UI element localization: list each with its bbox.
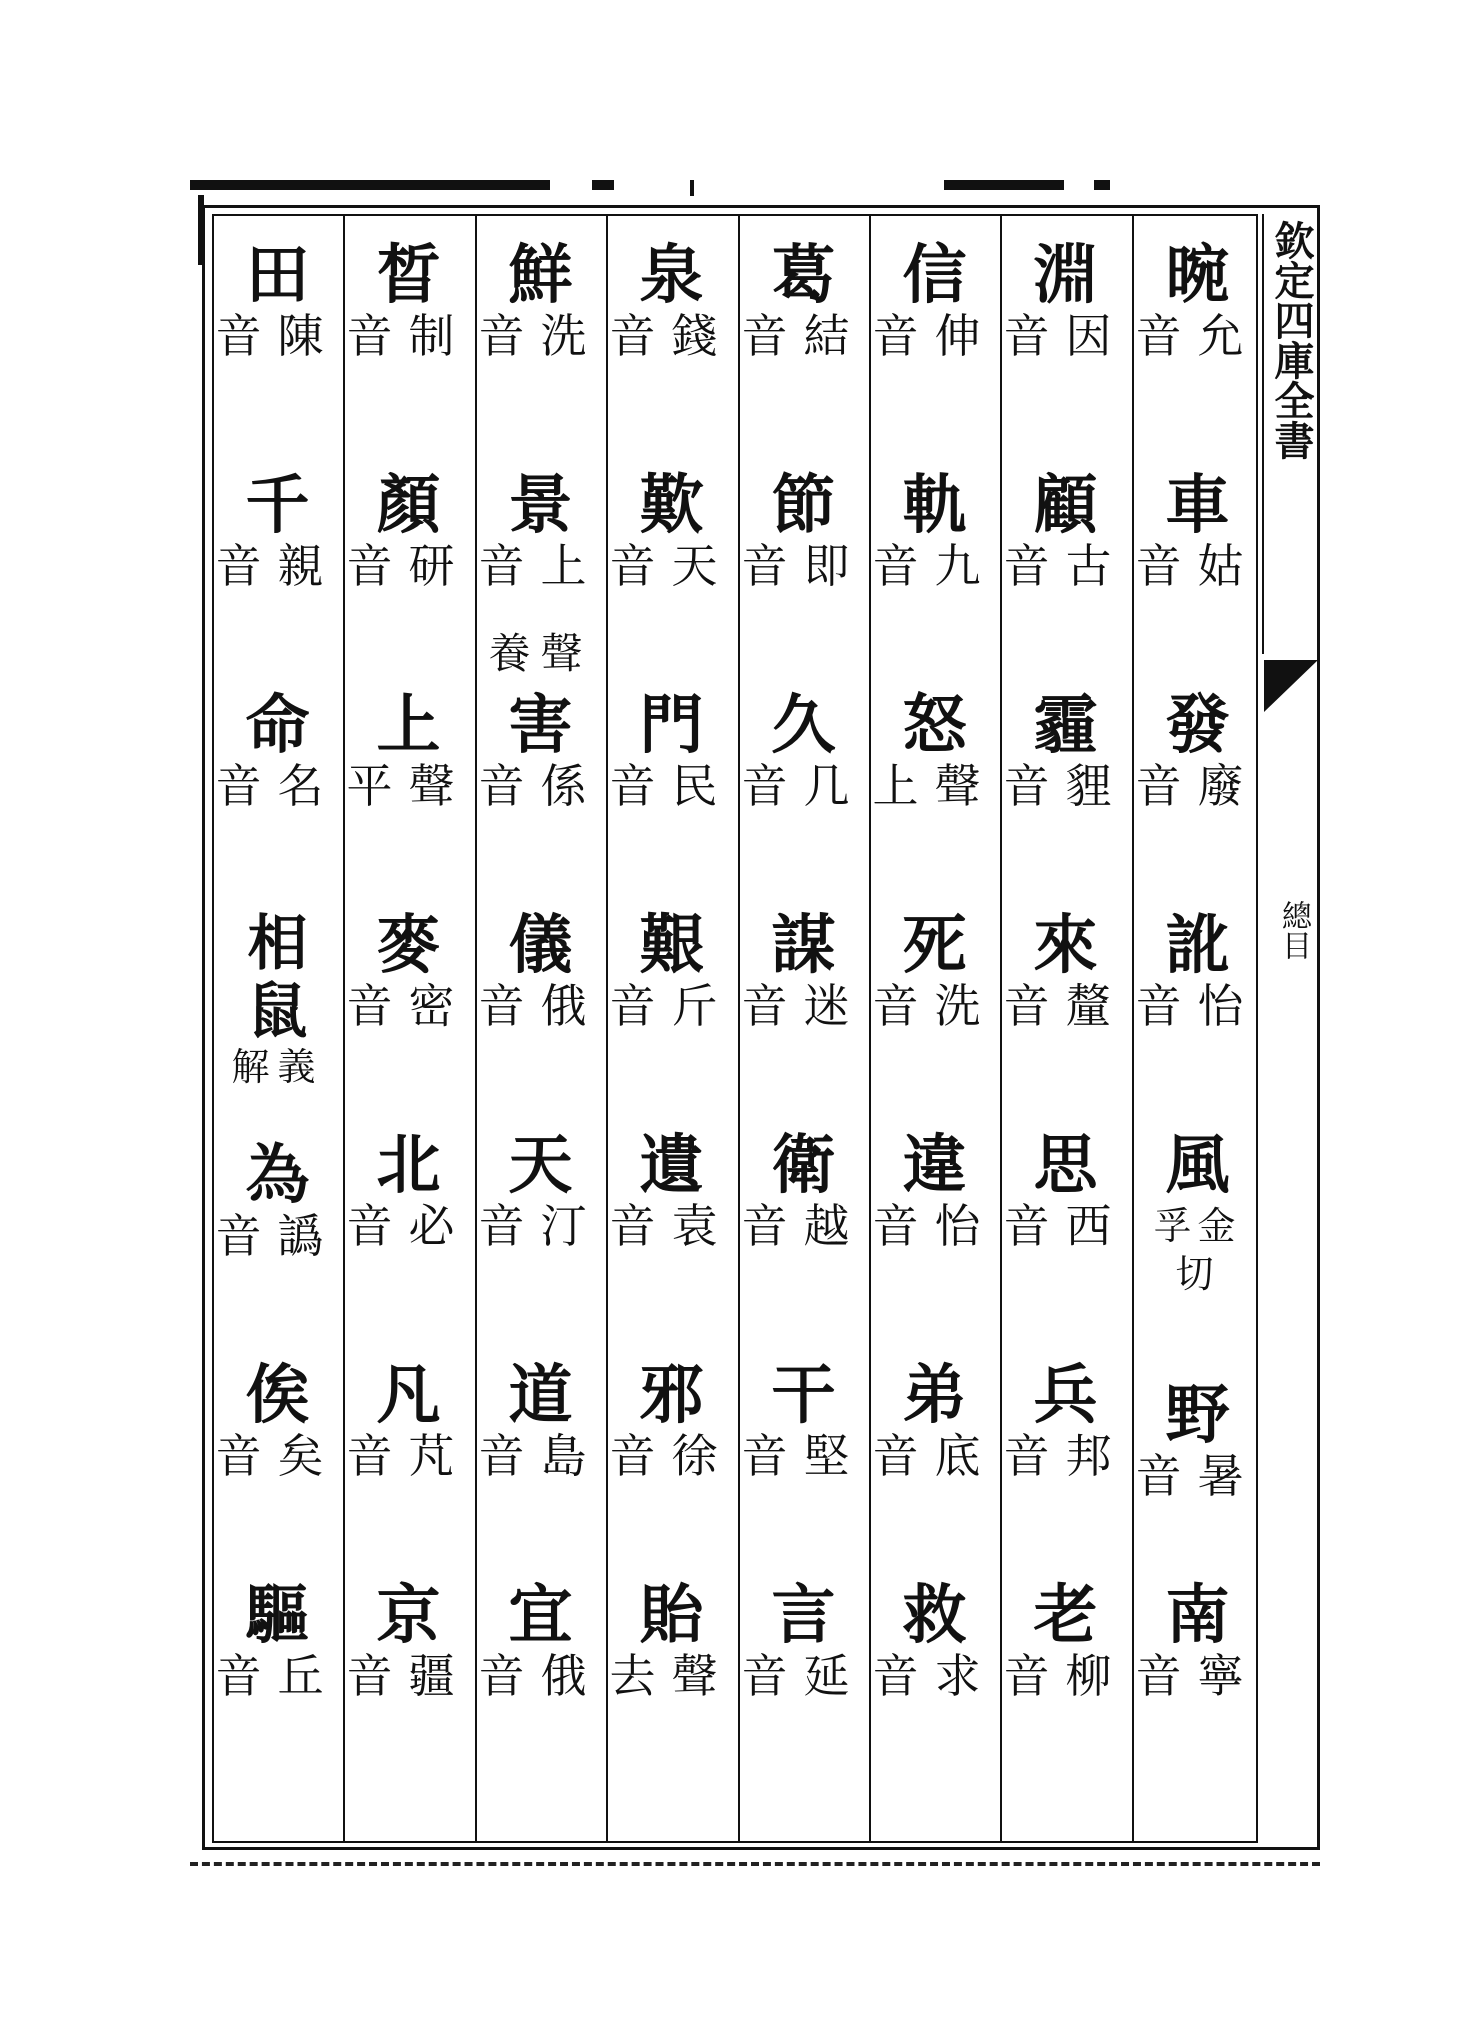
entry-head: 淵 [1033,238,1098,313]
entry-gloss: 音允 [1135,309,1260,363]
entry-head: 道 [508,1358,573,1433]
entry-head: 北 [376,1128,441,1203]
entry [475,688,606,813]
entry [606,468,737,593]
entry-head: 死 [902,908,967,983]
bottom-dashed-rule [190,1862,1320,1866]
entry-head: 干 [771,1358,836,1433]
entry-gloss: 音錢 [609,309,734,363]
entry-gloss: 音結 [741,309,866,363]
entry [869,1358,1000,1483]
entry-head: 凡 [376,1358,441,1433]
entry-gloss: 音怡 [1135,979,1260,1033]
entry-head: 麥 [376,908,441,983]
entry-head: 風 [1165,1128,1230,1203]
entry-gloss: 音邦 [1003,1429,1128,1483]
entry-gloss: 音俄 [478,979,603,1033]
entry-head: 俟 [245,1358,310,1433]
entry-head: 救 [902,1578,967,1653]
entry-gloss: 音古 [1003,539,1128,593]
entry [738,688,869,813]
entry-gloss: 音名 [215,759,340,813]
entry-gloss: 音研 [346,539,471,593]
entry [475,1358,606,1483]
entry-head: 言 [771,1578,836,1653]
entry-head: 弟 [902,1358,967,1433]
entry-gloss: 孚金切 [1153,1204,1242,1296]
entry-gloss: 音釐 [1003,979,1128,1033]
entry [606,1578,737,1703]
entry-gloss: 音係 [478,759,603,813]
entry [1132,1578,1263,1703]
entry [475,630,606,678]
entry-gloss: 音几 [741,759,866,813]
entry-head: 儀 [508,908,573,983]
entry [1000,908,1131,1033]
entry-gloss: 音疆 [346,1649,471,1703]
entry-gloss: 音袁 [609,1199,734,1253]
entry-gloss: 音密 [346,979,471,1033]
entry [343,1578,474,1703]
entry-head: 宜 [508,1578,573,1653]
entry-gloss: 音譌 [215,1209,340,1263]
entry-gloss: 解義 [231,1045,324,1089]
entry-gloss: 音西 [1003,1199,1128,1253]
entry-gloss: 音怡 [872,1199,997,1253]
fishtail-mark [1264,660,1318,712]
entry [1000,1358,1131,1483]
entry-head: 貽 [639,1578,704,1653]
entry [1000,238,1131,363]
entry [475,1128,606,1253]
entry-gloss: 音暑 [1135,1449,1260,1503]
entry-head: 信 [902,238,967,313]
entry [1132,688,1263,813]
entry-gloss: 音洗 [872,979,997,1033]
entry-head: 怒 [902,688,967,763]
entry-head: 兵 [1033,1358,1098,1433]
entry [475,908,606,1033]
entry-head: 上 [376,688,441,763]
entry-head: 思 [1033,1128,1098,1203]
entry-gloss: 音寧 [1135,1649,1260,1703]
entry-gloss: 音上 [478,539,603,593]
entry-head: 違 [902,1128,967,1203]
entry [869,1128,1000,1253]
entry-gloss: 音必 [346,1199,471,1253]
entry-head: 相鼠 [247,909,308,1047]
entry-head: 歎 [639,468,704,543]
entry-gloss: 平聲 [346,759,471,813]
entry [212,1358,343,1483]
entry-head: 來 [1033,908,1098,983]
entry [606,688,737,813]
entry [606,908,737,1033]
entry [738,238,869,363]
entry-gloss: 音島 [478,1429,603,1483]
entry [738,1128,869,1253]
entry-gloss: 音堅 [741,1429,866,1483]
entry-gloss: 音芃 [346,1429,471,1483]
entry [1000,688,1131,813]
entry-gloss: 音矣 [215,1429,340,1483]
entry-gloss: 音即 [741,539,866,593]
entry-gloss: 音親 [215,539,340,593]
entry-gloss: 養聲 [488,629,593,678]
entry-head: 晳 [376,238,441,313]
entry [212,1578,343,1703]
entry-head: 霾 [1033,688,1098,763]
entry-head: 久 [771,688,836,763]
entry [606,238,737,363]
entry-gloss: 音俄 [478,1649,603,1703]
entry-gloss: 音柳 [1003,1649,1128,1703]
entry-gloss: 音九 [872,539,997,593]
section-label: 總目 [1276,900,1311,960]
entry-gloss: 音丘 [215,1649,340,1703]
entry-head: 鮮 [508,238,573,313]
entry-head: 晼 [1165,238,1230,313]
entry-head: 發 [1165,688,1230,763]
entry [212,688,343,813]
entry-head: 天 [508,1128,573,1203]
entry-gloss: 音洗 [478,309,603,363]
entry-head: 田 [245,238,310,313]
entry-head: 衛 [771,1128,836,1203]
entry-gloss: 音伸 [872,309,997,363]
entry [738,1578,869,1703]
entry-head: 顧 [1033,468,1098,543]
entry [343,1358,474,1483]
entry-head: 驅 [245,1578,310,1653]
entry [738,908,869,1033]
entry-gloss: 音制 [346,309,471,363]
entry-head: 謀 [771,908,836,983]
entry [343,468,474,593]
entry [738,1358,869,1483]
entry-gloss: 音天 [609,539,734,593]
entry [475,1578,606,1703]
entry-head: 邪 [639,1358,704,1433]
entry [606,1358,737,1483]
entry-head: 車 [1165,468,1230,543]
entry [869,1578,1000,1703]
entry-head: 顏 [376,468,441,543]
entry [343,688,474,813]
entry [1132,1128,1263,1296]
entry [212,468,343,593]
entry [1000,468,1131,593]
entry-gloss: 去聲 [609,1649,734,1703]
entry [1000,1578,1131,1703]
entry [606,1128,737,1253]
entry [1132,468,1263,593]
entry-gloss: 音汀 [478,1199,603,1253]
entry-head: 景 [508,468,573,543]
entry-head: 南 [1165,1578,1230,1653]
entry [212,1138,343,1263]
entry-gloss: 音求 [872,1649,997,1703]
book-title: 欽定四庫全書 [1268,220,1315,460]
entry [869,688,1000,813]
entry [869,908,1000,1033]
entry [212,910,343,1088]
entry-head: 害 [508,688,573,763]
entry-gloss: 音民 [609,759,734,813]
entry-head: 野 [1165,1378,1230,1453]
entry-gloss: 音貍 [1003,759,1128,813]
entry [1000,1128,1131,1253]
entry-head: 艱 [639,908,704,983]
entry-gloss: 音姑 [1135,539,1260,593]
entry-head: 葛 [771,238,836,313]
entry [475,238,606,363]
entry-head: 京 [376,1578,441,1653]
entry [1132,908,1263,1033]
entry-gloss: 音底 [872,1429,997,1483]
entry-head: 老 [1033,1578,1098,1653]
entry-head: 命 [245,688,310,763]
entry [1132,1378,1263,1503]
entry-gloss: 音越 [741,1199,866,1253]
entry-head: 遺 [639,1128,704,1203]
entry [869,468,1000,593]
entry [738,468,869,593]
entry-gloss: 音因 [1003,309,1128,363]
entry-gloss: 音徐 [609,1429,734,1483]
entry [343,238,474,363]
entry-head: 軌 [902,468,967,543]
entry [1132,238,1263,363]
entry [212,238,343,363]
entry-gloss: 音斤 [609,979,734,1033]
entry-head: 泉 [639,238,704,313]
entry-gloss: 音廢 [1135,759,1260,813]
entry-head: 節 [771,468,836,543]
entry [475,468,606,593]
entry-gloss: 上聲 [872,759,997,813]
entry [343,1128,474,1253]
entry-gloss: 音延 [741,1649,866,1703]
entry-head: 千 [245,468,310,543]
entry [343,908,474,1033]
entry [869,238,1000,363]
entry-head: 門 [639,688,704,763]
entry-head: 訛 [1165,908,1230,983]
entry-head: 為 [245,1138,310,1213]
entry-gloss: 音迷 [741,979,866,1033]
entry-gloss: 音陳 [215,309,340,363]
